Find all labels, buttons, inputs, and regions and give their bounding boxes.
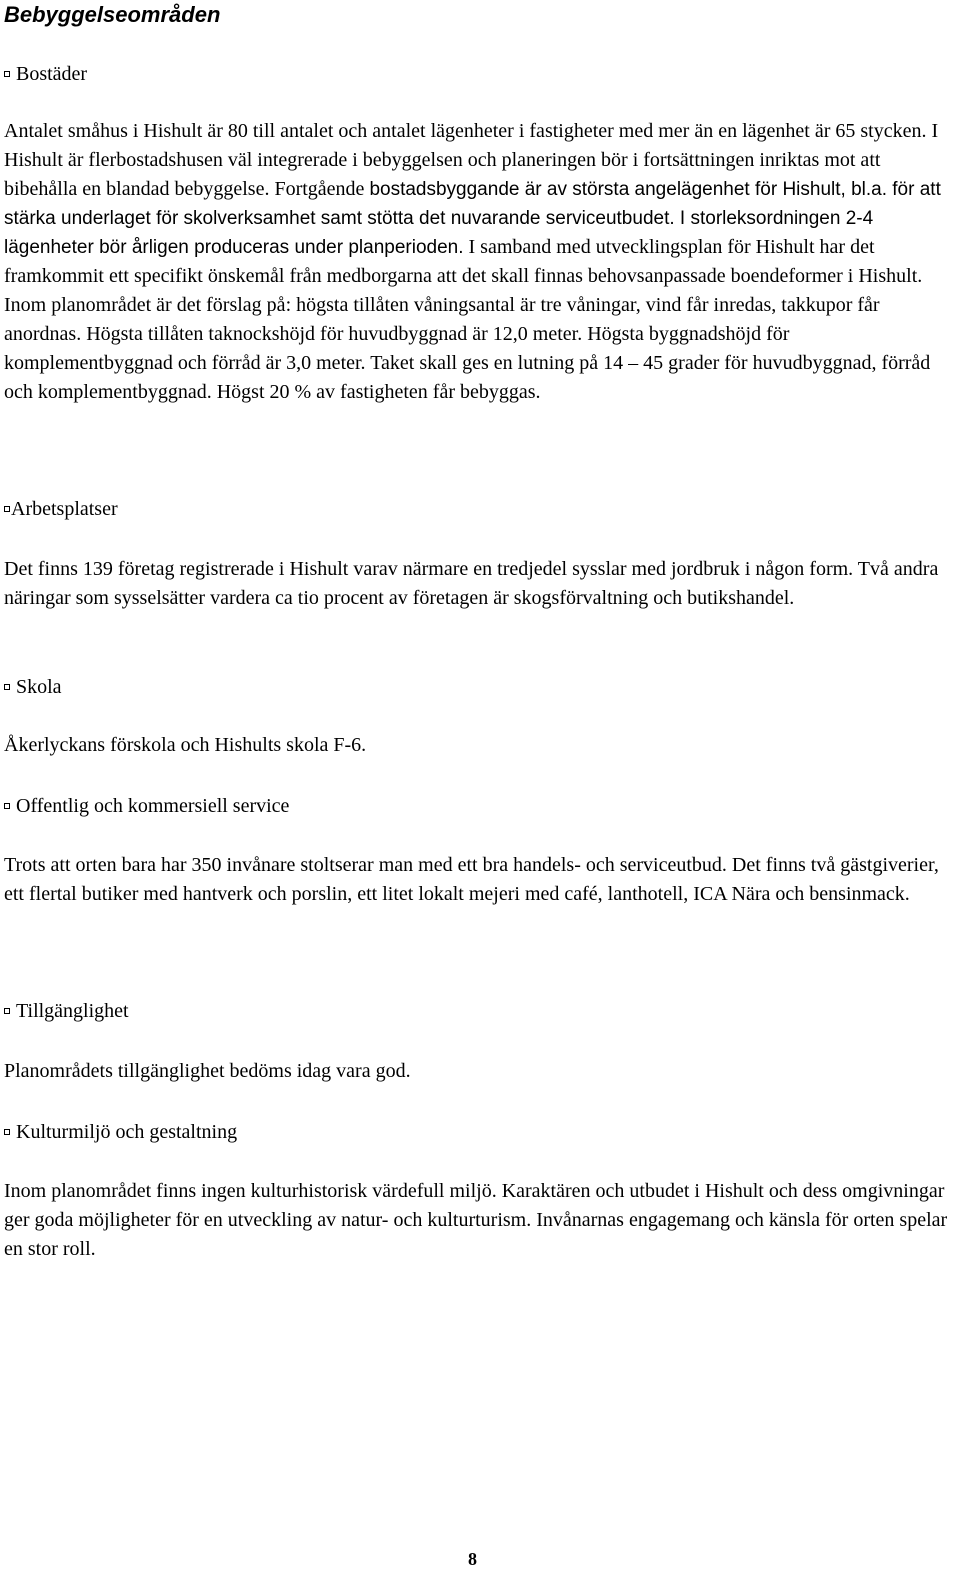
- square-bullet-icon: [4, 1008, 10, 1014]
- bostader-text-part1: Antalet småhus i Hishult är 80 till antalet och antalet lägenheter i fastigheter med mer än en lägenhet är 65 stycken. I Hishult är flerbostadshusen väl integrerade i bebyggelsen och planeringen bör i fortsättningen inriktas mot att bibehålla en blandad bebyggelse. Fortgående: [4, 120, 939, 200]
- section-heading-label: Tillgänglighet: [16, 1000, 129, 1022]
- section-heading-arbetsplatser: [4, 495, 118, 523]
- square-bullet-icon: [4, 1129, 10, 1135]
- bostader-paragraph: [4, 117, 950, 407]
- section-heading-label: Skola: [16, 676, 62, 698]
- section-heading-service: [4, 792, 289, 820]
- bostader-text-part2: bostadsbyggande är av största angelägenhet för Hishult, bl.a. för att stärka underlaget för skolverksamhet samt stötta det nuvarande serviceutbudet. I storleksordningen 2-4 lägenheter bör årligen produceras under planperioden.: [4, 179, 941, 258]
- skola-paragraph: Åkerlyckans förskola och Hishults skola F-6.: [4, 734, 367, 756]
- section-heading-tillganglighet: [4, 997, 129, 1025]
- square-bullet-icon: [4, 803, 10, 809]
- section-heading-bostader: [4, 60, 87, 88]
- section-heading-label: Bostäder: [16, 63, 88, 85]
- section-heading-label: Offentlig och kommersiell service: [16, 795, 290, 817]
- tillganglighet-paragraph: Planområdets tillgänglighet bedöms idag vara god.: [4, 1060, 411, 1082]
- section-heading-skola: [4, 673, 62, 701]
- square-bullet-icon: [4, 71, 10, 77]
- square-bullet-icon: [4, 684, 10, 690]
- kultur-paragraph: Inom planområdet finns ingen kulturhistorisk värdefull miljö. Karaktären och utbudet i Hishult och dess omgivningar ger goda möjligheter för en utveckling av natur- och kulturturism. Invånarnas engagemang och känsla för orten spelar en stor roll.: [4, 1180, 948, 1260]
- section-heading-label: Arbetsplatser: [11, 498, 118, 520]
- bostader-text-part3: I samband med utvecklingsplan för Hishult har det framkommit ett specifikt önskemål från medborgarna att det skall finnas behovsanpassade boendeformer i Hishult. Inom planområdet är det förslag på: högsta tillåten våningsantal är tre våningar, vind får inredas, takkupor får anordnas. Högsta tillåten taknockshöjd för huvudbyggnad är 12,0 meter. Högsta byggnadshöjd för komplementbyggnad och förråd är 3,0 meter. Taket skall ges en lutning på 14 – 45 grader för huvudbyggnad, förråd och komplementbyggnad. Högst 20 % av fastigheten får bebyggas.: [4, 236, 931, 403]
- service-paragraph: Trots att orten bara har 350 invånare stoltserar man med ett bra handels- och serviceutbud. Det finns två gästgiverier, ett flertal butiker med hantverk och porslin, ett litet lokalt mejeri med café, lanthotell, ICA Nära och bensinmack.: [4, 854, 939, 905]
- section-heading-kultur: [4, 1118, 237, 1146]
- arbetsplatser-paragraph: Det finns 139 företag registrerade i Hishult varav närmare en tredjedel sysslar med jordbruk i någon form. Två andra näringar som sysselsätter vardera ca tio procent av företagen är skogsförvaltning och butikshandel.: [4, 558, 939, 609]
- square-bullet-icon: [4, 506, 10, 512]
- page-title: Bebyggelseområden: [4, 2, 221, 27]
- page-number: 8: [468, 1549, 477, 1569]
- section-heading-label: Kulturmiljö och gestaltning: [16, 1121, 238, 1143]
